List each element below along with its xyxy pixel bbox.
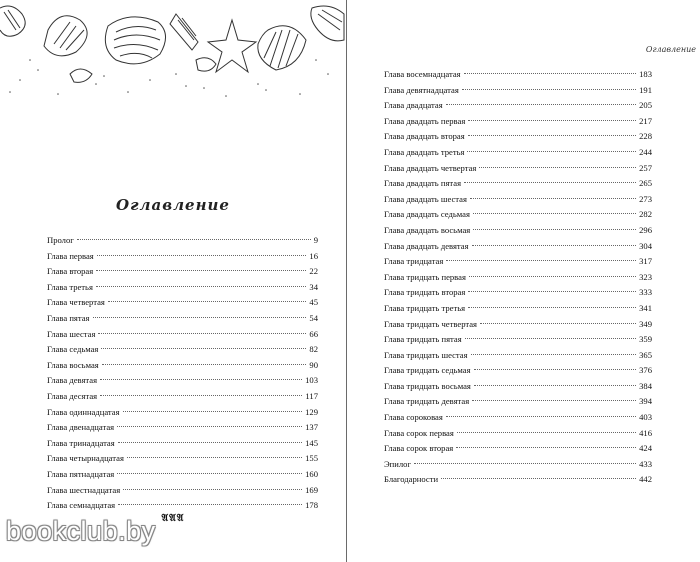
toc-entry	[47, 498, 318, 514]
toc-entry-title: Глава шестая	[47, 328, 96, 339]
toc-entry-page: 273	[639, 193, 652, 204]
toc-entry-page: 296	[639, 224, 652, 235]
toc-dot-leader	[117, 426, 302, 427]
toc-entry	[384, 239, 652, 255]
toc-entry	[47, 342, 318, 358]
toc-entry	[384, 67, 652, 83]
book-spine	[346, 0, 347, 562]
toc-dot-leader	[441, 478, 636, 479]
toc-entry-title: Глава двадцать первая	[384, 115, 466, 126]
toc-entry-page: 183	[639, 69, 652, 79]
toc-entry-page: 90	[309, 359, 318, 370]
toc-dot-leader	[468, 291, 636, 292]
toc-entry	[384, 176, 652, 192]
toc-entry-title: Глава тридцать девятая	[384, 396, 470, 407]
toc-dot-leader	[462, 89, 636, 90]
toc-entry-title: Глава тридцать шестая	[384, 349, 468, 360]
toc-entry-page: 394	[639, 396, 652, 407]
toc-entry	[47, 295, 318, 311]
toc-entry-title: Глава тридцать седьмая	[384, 365, 471, 376]
toc-entry-page: 205	[639, 100, 652, 111]
toc-entry	[384, 129, 652, 145]
toc-entry-title: Глава девятнадцатая	[384, 84, 459, 95]
toc-dot-leader	[123, 411, 303, 412]
toc-entry-page: 257	[639, 162, 652, 173]
toc-entry	[47, 311, 318, 327]
toc-entry-page: 129	[305, 406, 318, 417]
toc-entry-title: Эпилог	[384, 458, 411, 469]
toc-entry-page: 155	[305, 453, 318, 464]
toc-dot-leader	[123, 489, 302, 490]
toc-entry-page: 376	[639, 365, 652, 376]
toc-entry-title: Глава двадцать пятая	[384, 178, 462, 189]
toc-entry-page: 317	[639, 256, 652, 267]
toc-entry-page: 282	[639, 209, 652, 220]
toc-entry-title: Глава десятая	[47, 390, 98, 401]
toc-dot-leader	[456, 447, 636, 448]
toc-entry	[47, 233, 318, 249]
toc-entry	[47, 373, 318, 389]
toc-dot-leader	[446, 104, 636, 105]
toc-entry-page: 349	[639, 318, 652, 329]
toc-dot-leader	[127, 457, 302, 458]
toc-entry-title: Глава двадцать третья	[384, 146, 465, 157]
watermark: bookclub.by	[6, 516, 156, 546]
toc-entry	[384, 410, 652, 426]
toc-entry-page: 66	[309, 328, 318, 339]
toc-entry-page: 341	[639, 302, 652, 313]
toc-entry-page: 117	[305, 390, 318, 401]
toc-entry-title: Глава пятнадцатая	[47, 468, 115, 479]
toc-entry-page: 145	[305, 437, 318, 448]
toc-entry-page: 424	[639, 443, 652, 454]
toc-entry-title: Глава четвертая	[47, 297, 105, 308]
toc-dot-leader	[474, 385, 636, 386]
toc-entry	[384, 363, 652, 379]
toc-entry-page: 384	[639, 380, 652, 391]
toc-entry	[47, 280, 318, 296]
toc-dot-leader	[474, 369, 637, 370]
toc-dot-leader	[480, 323, 636, 324]
toc-entry-page: 359	[639, 334, 652, 345]
toc-entry-title: Глава тридцать первая	[384, 271, 466, 282]
toc-entry	[384, 270, 652, 286]
right-page	[350, 0, 700, 562]
toc-dot-leader	[472, 245, 637, 246]
toc-entry-title: Глава двадцать седьмая	[384, 209, 470, 220]
toc-entry	[384, 457, 652, 473]
toc-entry	[384, 394, 652, 410]
toc-dot-leader	[472, 400, 636, 401]
toc-entry	[47, 436, 318, 452]
toc-entry	[384, 301, 652, 317]
seashells-illustration	[0, 0, 346, 104]
toc-entry-title: Глава седьмая	[47, 344, 99, 355]
toc-entry	[47, 451, 318, 467]
toc-dot-leader	[465, 338, 636, 339]
toc-entry-page: 265	[639, 178, 652, 189]
toc-entry-title: Глава тридцать четвертая	[384, 318, 477, 329]
toc-entry-title: Глава тридцатая	[384, 256, 444, 267]
toc-entry-title: Глава двадцать четвертая	[384, 162, 477, 173]
toc-entry	[384, 207, 652, 223]
toc-entry-title: Глава восемнадцатая	[384, 69, 461, 79]
toc-entry	[47, 249, 318, 265]
toc-entry-page: 82	[309, 344, 318, 355]
toc-entry-page: 365	[639, 349, 652, 360]
toc-dot-leader	[468, 307, 636, 308]
toc-entry	[384, 114, 652, 130]
toc-dot-leader	[457, 432, 636, 433]
toc-entry	[47, 483, 318, 499]
toc-dot-leader	[77, 239, 311, 240]
toc-entry-page: 228	[639, 131, 652, 142]
toc-entry	[384, 441, 652, 457]
toc-entry-title: Глава тридцать восьмая	[384, 380, 471, 391]
toc-entry-title: Глава сорок первая	[384, 427, 454, 438]
toc-dot-leader	[118, 442, 302, 443]
toc-entry-page: 45	[309, 297, 318, 308]
toc-entry-title: Глава тридцать третья	[384, 302, 466, 313]
toc-dot-leader	[471, 354, 637, 355]
toc-entry-page: 403	[639, 412, 652, 423]
toc-dot-leader	[102, 364, 307, 365]
toc-dot-leader	[414, 463, 636, 464]
toc-entry	[384, 83, 652, 99]
toc-entry-page: 22	[309, 266, 318, 277]
toc-entry	[47, 264, 318, 280]
toc-entry-title: Глава третья	[47, 281, 93, 292]
toc-entry-page: 416	[639, 427, 652, 438]
toc-entry	[384, 161, 652, 177]
toc-entry	[384, 317, 652, 333]
toc-entry-page: 323	[639, 271, 652, 282]
toc-entry-title: Глава тридцать вторая	[384, 287, 466, 298]
toc-entry	[384, 379, 652, 395]
toc-dot-leader	[469, 276, 636, 277]
toc-entry	[47, 467, 318, 483]
toc-entry	[384, 285, 652, 301]
toc-entry-title: Глава двенадцатая	[47, 422, 115, 433]
toc-entry-title: Глава восьмая	[47, 359, 99, 370]
toc-dot-leader	[117, 473, 302, 474]
toc-entry-page: 433	[639, 458, 652, 469]
toc-entry-title: Глава двадцать девятая	[384, 240, 469, 251]
toc-entry	[384, 472, 652, 488]
toc-dot-leader	[100, 379, 302, 380]
running-head: Оглавление	[645, 45, 696, 54]
toc-list-right	[384, 67, 652, 488]
toc-entry-page: 178	[305, 500, 318, 511]
toc-entry	[384, 254, 652, 270]
toc-entry-title: Глава двадцать восьмая	[384, 224, 471, 235]
toc-dot-leader	[468, 135, 636, 136]
toc-dot-leader	[464, 182, 636, 183]
toc-entry-title: Глава тринадцатая	[47, 437, 115, 448]
toc-dot-leader	[96, 286, 306, 287]
toc-title: Оглавление	[116, 196, 230, 214]
toc-entry	[47, 405, 318, 421]
toc-entry-page: 304	[639, 240, 652, 251]
toc-entry-page: 34	[309, 281, 318, 292]
toc-entry-page: 160	[305, 468, 318, 479]
toc-list-left	[47, 233, 318, 514]
toc-entry	[384, 98, 652, 114]
toc-entry	[47, 420, 318, 436]
toc-dot-leader	[446, 416, 636, 417]
toc-entry-title: Глава четырнадцатая	[47, 453, 124, 464]
toc-dot-leader	[93, 317, 307, 318]
toc-entry	[384, 348, 652, 364]
toc-entry-page: 217	[639, 115, 652, 126]
toc-entry-page: 16	[309, 250, 318, 261]
toc-entry	[47, 389, 318, 405]
toc-entry-title: Глава двадцать вторая	[384, 131, 465, 142]
toc-entry	[384, 426, 652, 442]
toc-entry-page: 191	[639, 84, 652, 95]
toc-dot-leader	[97, 255, 307, 256]
toc-entry-page: 169	[305, 484, 318, 495]
toc-entry-title: Глава пятая	[47, 312, 90, 323]
toc-entry-page: 103	[305, 375, 318, 386]
toc-dot-leader	[98, 333, 306, 334]
toc-entry-page: 54	[309, 312, 318, 323]
toc-dot-leader	[108, 301, 307, 302]
toc-entry-title: Глава сорок вторая	[384, 443, 454, 454]
toc-entry	[384, 332, 652, 348]
toc-entry-title: Глава двадцатая	[384, 100, 443, 111]
toc-dot-leader	[446, 260, 636, 261]
toc-dot-leader	[467, 151, 636, 152]
toc-entry-title: Благодарности	[384, 474, 439, 485]
toc-entry-page: 9	[313, 235, 318, 245]
toc-dot-leader	[118, 504, 302, 505]
ornament: 𝔄𝔄𝔄	[161, 513, 185, 524]
toc-entry-title: Глава шестнадцатая	[47, 484, 121, 495]
toc-entry-title: Глава двадцать шестая	[384, 193, 467, 204]
toc-entry-title: Глава сороковая	[384, 412, 443, 423]
toc-dot-leader	[470, 198, 636, 199]
toc-dot-leader	[479, 167, 636, 168]
toc-dot-leader	[468, 120, 636, 121]
toc-entry-page: 244	[639, 146, 652, 157]
toc-entry-title: Глава одиннадцатая	[47, 406, 120, 417]
toc-entry-title: Глава вторая	[47, 266, 94, 277]
toc-entry	[47, 327, 318, 343]
toc-entry-title: Пролог	[47, 235, 74, 245]
toc-entry-title: Глава тридцать пятая	[384, 334, 462, 345]
toc-dot-leader	[100, 395, 302, 396]
toc-entry	[384, 192, 652, 208]
toc-dot-leader	[96, 270, 306, 271]
toc-dot-leader	[101, 348, 306, 349]
toc-entry-title: Глава девятая	[47, 375, 98, 386]
toc-entry-title: Глава первая	[47, 250, 94, 261]
toc-dot-leader	[464, 73, 636, 74]
toc-entry	[384, 223, 652, 239]
toc-entry-page: 333	[639, 287, 652, 298]
toc-entry-page: 442	[639, 474, 652, 485]
toc-dot-leader	[473, 213, 636, 214]
toc-entry-title: Глава семнадцатая	[47, 500, 116, 511]
toc-dot-leader	[473, 229, 636, 230]
toc-entry-page: 137	[305, 422, 318, 433]
toc-entry	[384, 145, 652, 161]
toc-entry	[47, 358, 318, 374]
